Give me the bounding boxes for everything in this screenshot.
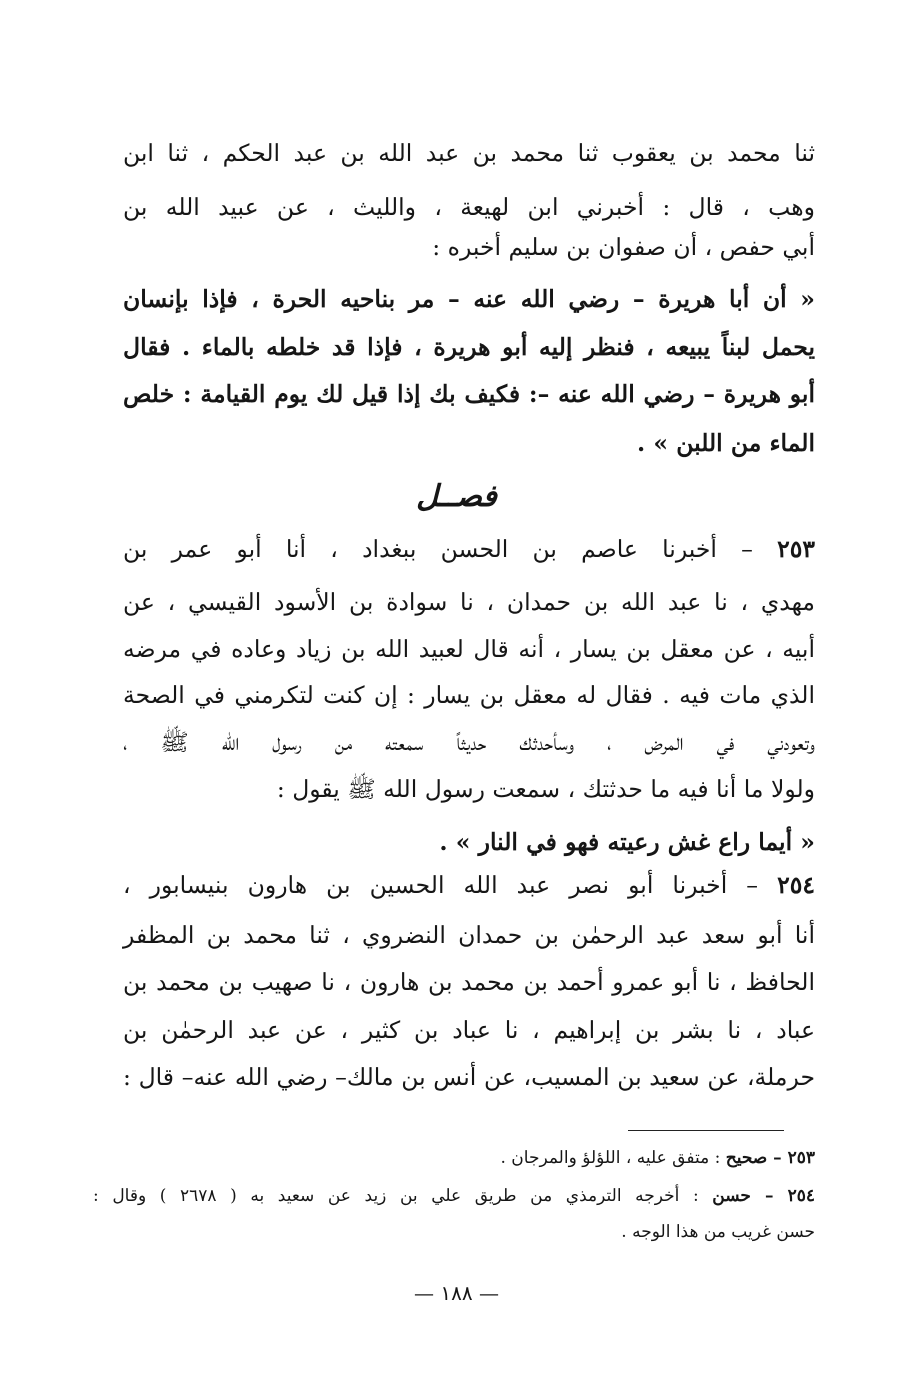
entry-253-first-line (123, 522, 815, 576)
body-line: حرملة، عن سعيد بن المسيب، عن أنس بن مالك– رضي الله عنه– قال : (123, 1063, 815, 1091)
footnote-number: ٢٥٤ (787, 1186, 816, 1206)
footnote-254 (93, 1178, 815, 1214)
body-line: أبي حفص ، أن صفوان بن سليم أخبره : (432, 233, 815, 261)
footnote-grade: – حسن (712, 1186, 788, 1206)
footnote-253 (93, 1140, 815, 1176)
entry-text: – أخبرنا عاصم بن الحسن ببغداد ، أنا أبو عمر بن (123, 535, 778, 563)
body-line: مهدي ، نا عبد الله بن حمدان ، نا سوادة بن الأسود القيسي ، عن (123, 588, 815, 616)
body-line: أنا أبو سعد عبد الرحمٰن بن حمدان النضروي ، ثنا محمد بن المظفر (123, 921, 815, 949)
entry-number: ٢٥٤ (777, 871, 816, 899)
body-line: ثنا محمد بن يعقوب ثنا محمد بن عبد الله بن عبد الحكم ، ثنا ابن (123, 139, 815, 167)
footnote-text: : متفق عليه ، اللؤلؤ والمرجان . (500, 1148, 726, 1168)
hadith-text-line: يحمل لبناً يبيعه ، فنظر إليه أبو هريرة ، فإذا قد خلطه بالماء . فقال (123, 333, 815, 361)
section-heading: فصــل (416, 479, 497, 514)
hadith-quote: « أيما راع غش رعيته فهو في النار » . (439, 828, 815, 856)
entry-254-first-line (123, 858, 815, 912)
body-line: ولولا ما أنا فيه ما حدثتك ، سمعت رسول الله ﷺ يقول : (276, 775, 815, 803)
body-line: الحافظ ، نا أبو عمرو أحمد بن محمد بن هارون ، نا صهيب بن محمد بن (123, 968, 815, 996)
footnote-grade: – صحيح (725, 1148, 788, 1168)
hadith-text-line: أبو هريرة – رضي الله عنه –: فكيف بك إذا قيل لك يوم القيامة : خلص (123, 380, 815, 408)
body-line: وهب ، قال : أخبرني ابن لهيعة ، والليث ، عن عبيد الله بن (123, 193, 815, 221)
hadith-text-line: « أن أبا هريرة – رضي الله عنه – مر بناحيه الحرة ، فإذا بإنسان (123, 285, 815, 313)
footnote-254-continued: حسن غريب من هذا الوجه . (621, 1222, 815, 1242)
hadith-text-line: الماء من اللبن » . (636, 429, 815, 457)
body-line: وتعودني في المرض ، وسأحدثك حديثاً سمعته من رسول الله ﷺ ، (123, 728, 815, 756)
page-number: — ١٨٨ — (414, 1281, 499, 1305)
footnote-divider (628, 1130, 784, 1131)
body-line: عباد ، نا بشر بن إبراهيم ، نا عباد بن كثير ، عن عبد الرحمٰن بن (123, 1016, 815, 1044)
body-line: الذي مات فيه . فقال له معقل بن يسار : إن كنت لتكرمني في الصحة (123, 681, 815, 709)
footnote-text: : أخرجه الترمذي من طريق علي بن زيد عن سعيد به ( ٢٦٧٨ ) وقال : (93, 1186, 713, 1206)
body-line: أبيه ، عن معقل بن يسار ، أنه قال لعبيد الله بن زياد وعاده في مرضه (123, 635, 815, 663)
footnote-number: ٢٥٣ (787, 1148, 815, 1168)
entry-number: ٢٥٣ (777, 535, 815, 563)
entry-text: – أخبرنا أبو نصر عبد الله الحسين بن هارون بنيسابور ، (123, 871, 778, 899)
